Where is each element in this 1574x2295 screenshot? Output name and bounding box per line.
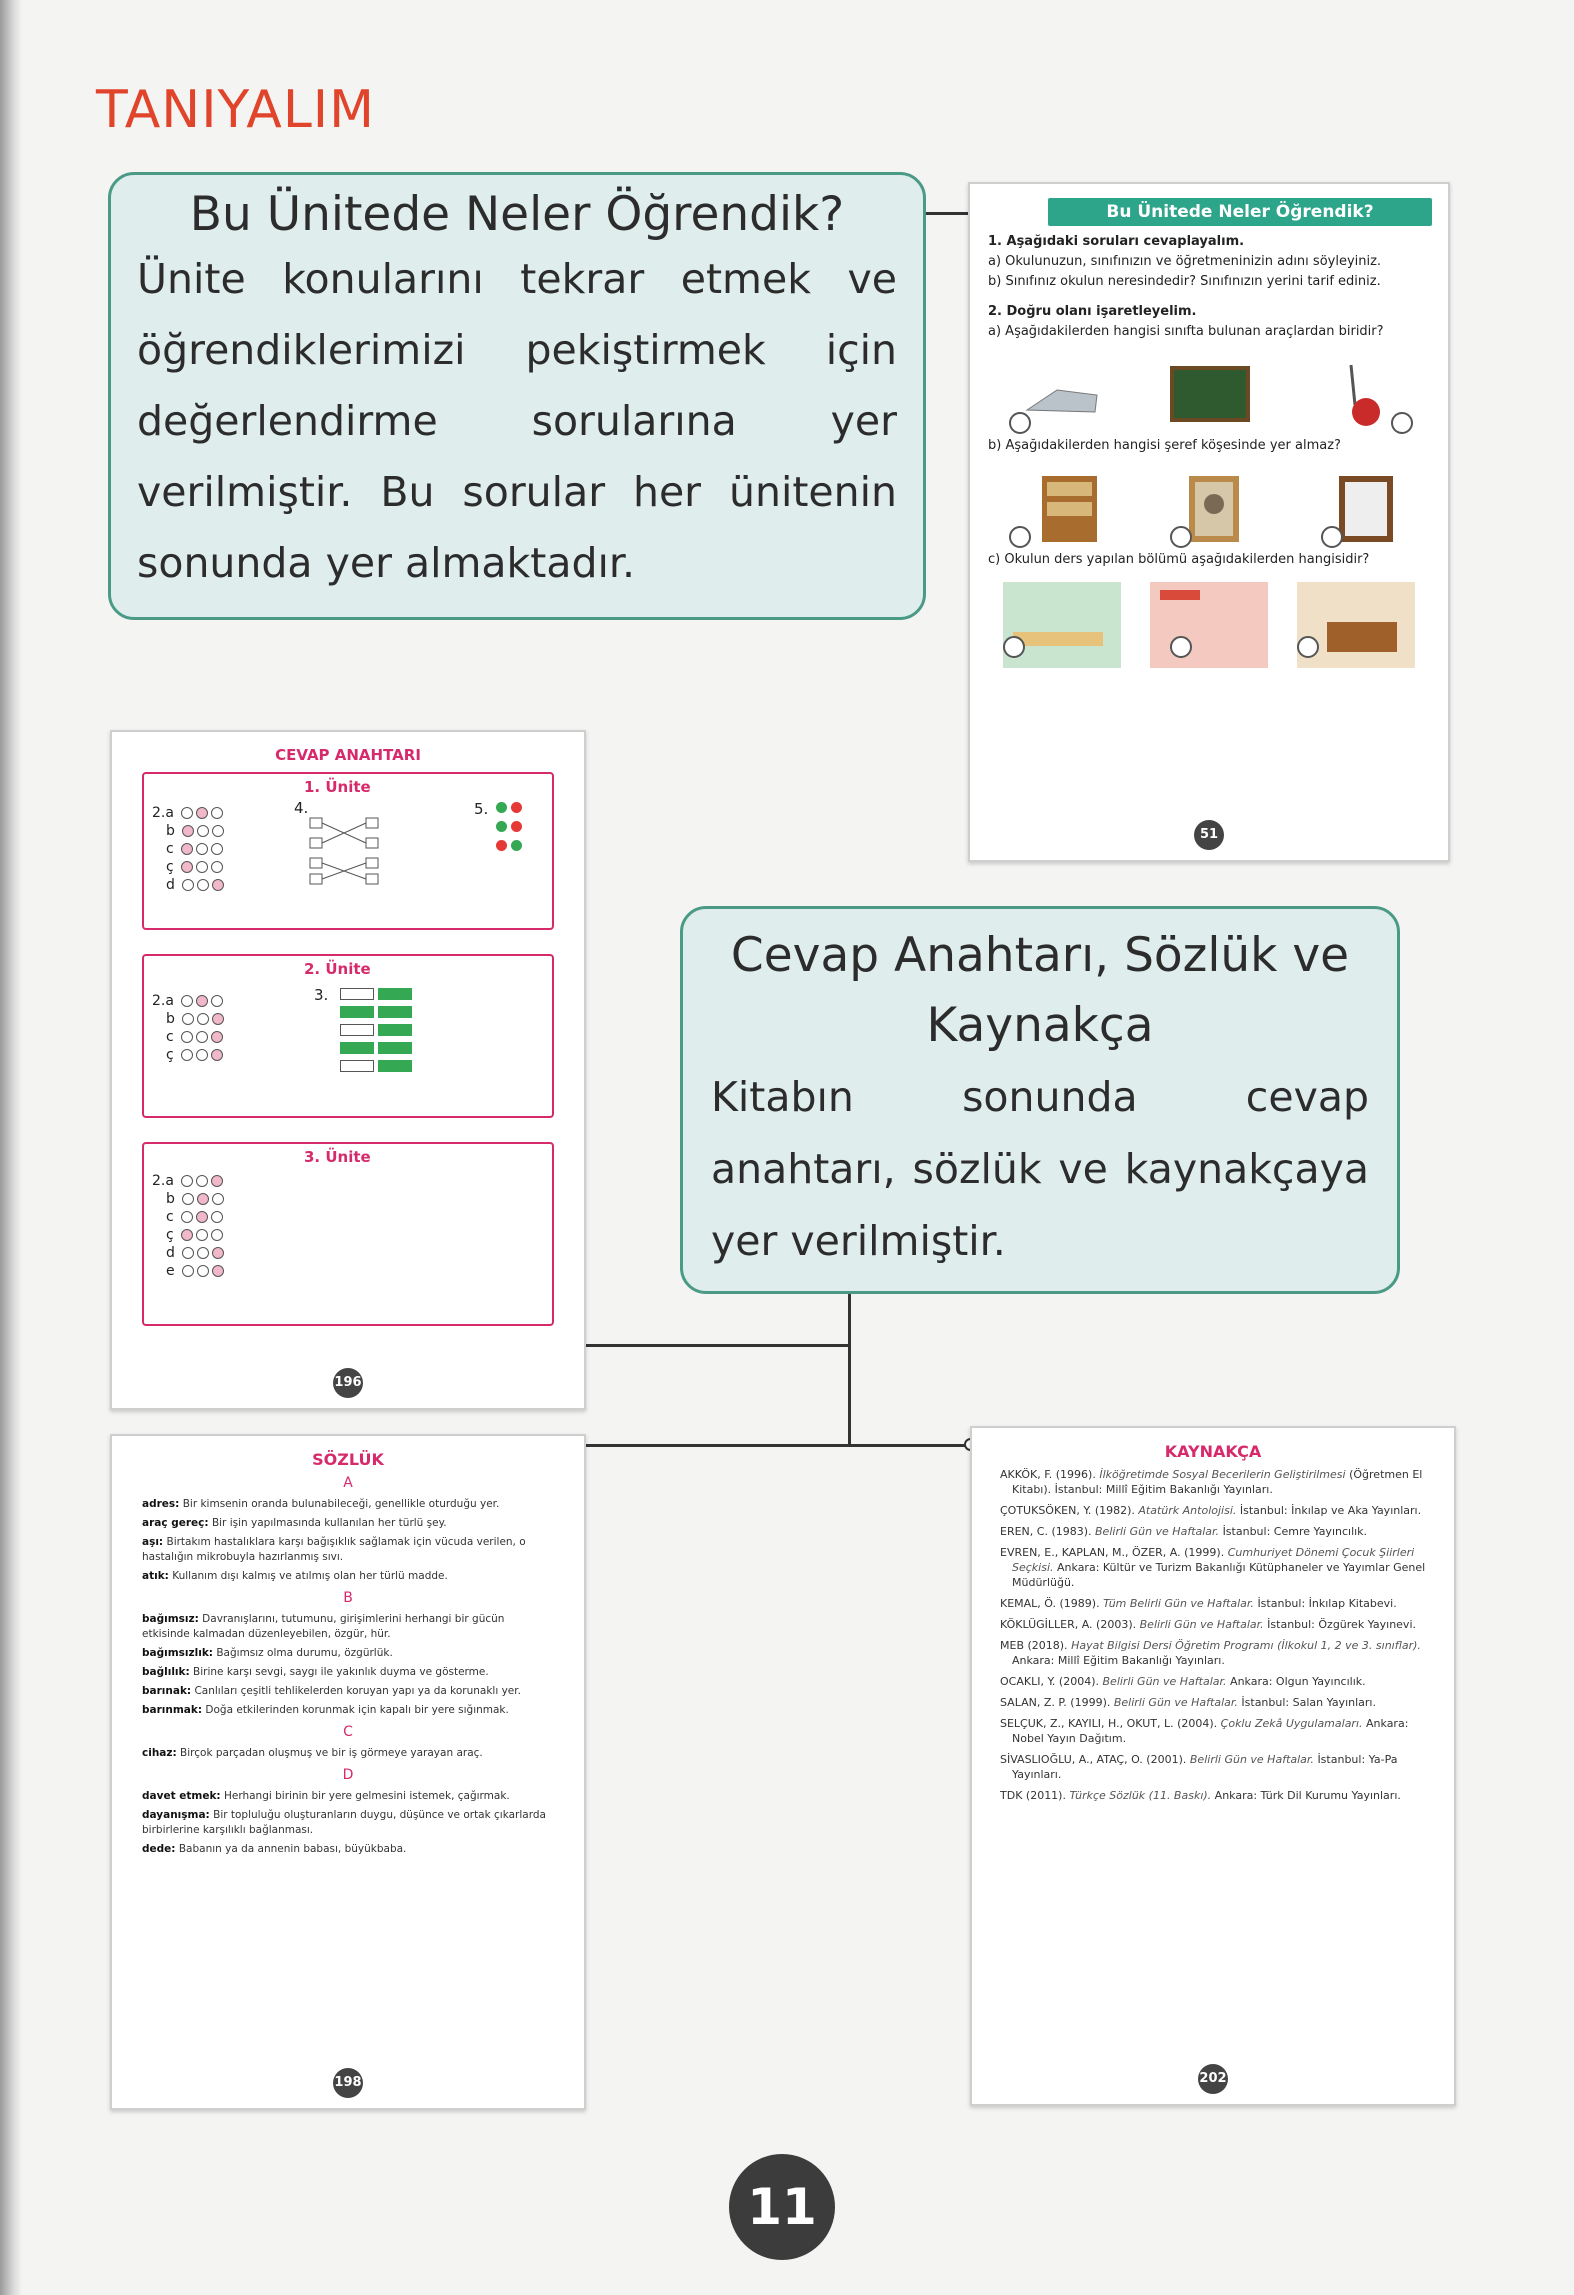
bar-answers xyxy=(314,986,414,1076)
anthem-image xyxy=(1311,474,1401,544)
glossary-entry: bağımsız: Davranışlarını, tutumunu, girişimlerini herhangi bir gücün etkisinde kalmadan düzenleyebilen, özgür, hür. xyxy=(142,1613,505,1640)
glossary-letter: C xyxy=(343,1724,353,1740)
option-circle[interactable] xyxy=(1009,526,1031,548)
glossary-entry: bağımsızlık: Bağımsız olma durumu, özgürlük. xyxy=(142,1647,393,1659)
board-image xyxy=(1164,360,1254,430)
option-circle[interactable] xyxy=(1170,526,1192,548)
quiz-question: 1. Aşağıdaki soruları cevaplayalım. xyxy=(988,234,1245,249)
connector-line xyxy=(848,1294,851,1446)
thumbnail-page-number: 202 xyxy=(1198,2064,1228,2094)
page-number: 11 xyxy=(729,2154,835,2260)
vacuum-image xyxy=(1311,360,1401,430)
bookshelf-image xyxy=(1017,474,1107,544)
bibliography-heading: KAYNAKÇA xyxy=(1164,1442,1262,1461)
question-number: 3. xyxy=(314,986,329,1004)
answer-label: c xyxy=(166,841,174,857)
unit-label: 1. Ünite xyxy=(304,778,371,796)
info-bubble-appendix xyxy=(680,906,1400,1294)
glossary-entry: barınak: Canlıları çeşitli tehlikelerden koruyan yapı ya da korunaklı yer. xyxy=(142,1685,521,1697)
answer-label: b xyxy=(166,1191,175,1207)
quiz-question: 2. Doğru olanı işaretleyelim. xyxy=(988,304,1197,319)
image-options-row xyxy=(988,578,1430,668)
bubble-answers xyxy=(152,1172,224,1280)
thumbnail-page-number: 196 xyxy=(333,1368,363,1398)
glossary-entry: cihaz: Birçok parçadan oluşmuş ve bir iş görmeye yarayan araç. xyxy=(142,1747,483,1759)
reference-entry: TDK (2011). Türkçe Sözlük (11. Baskı). Ankara: Türk Dil Kurumu Yayınları. xyxy=(1000,1789,1401,1802)
classroom-image xyxy=(1003,582,1121,668)
option-circle[interactable] xyxy=(1003,636,1025,658)
connector-line xyxy=(576,1344,850,1347)
answer-label: 2.a xyxy=(152,1173,174,1189)
answer-key-thumbnail xyxy=(110,730,586,1410)
glossary-entry: barınmak: Doğa etkilerinden korunmak için kapalı bir yere sığınmak. xyxy=(142,1704,509,1716)
page-title: TANIYALIM xyxy=(96,80,376,140)
reference-entry: KEMAL, Ö. (1989). Tüm Belirli Gün ve Haftalar. İstanbul: İnkılap Kitabevi. xyxy=(1000,1597,1397,1610)
image-options-row xyxy=(988,464,1430,544)
reference-entry: ÇOTUKSÖKEN, Y. (1982). Atatürk Antolojisi. İstanbul: İnkılap ve Aka Yayınları. xyxy=(1000,1504,1422,1517)
bubble-text: Kitabın sonunda cevap anahtarı, sözlük ve kaynakçaya yer verilmiştir. xyxy=(711,1073,1369,1265)
reference-entry: OCAKLI, Y. (2004). Belirli Gün ve Haftalar. Ankara: Olgun Yayıncılık. xyxy=(1000,1675,1366,1688)
portrait-image xyxy=(1164,474,1254,544)
bubble-answers xyxy=(152,804,224,894)
answer-box-unit3 xyxy=(142,1142,554,1326)
unit-label: 3. Ünite xyxy=(304,1148,371,1166)
option-circle[interactable] xyxy=(1009,412,1031,434)
glossary-entry: davet etmek: Herhangi birinin bir yere gelmesini istemek, çağırmak. xyxy=(142,1790,510,1802)
glossary-letter: A xyxy=(343,1475,353,1491)
glossary-heading: SÖZLÜK xyxy=(312,1450,384,1469)
unit-label: 2. Ünite xyxy=(304,960,371,978)
glossary-entry: araç gereç: Bir işin yapılmasında kullanılan her türlü şey. xyxy=(142,1517,447,1529)
reference-entry: SİVASLIOĞLU, A., ATAÇ, O. (2001). Belirli Gün ve Haftalar. İstanbul: Ya-Pa Yayınları. xyxy=(1000,1753,1398,1781)
glossary-letter: B xyxy=(343,1590,353,1606)
answer-label: ç xyxy=(166,859,174,875)
answer-label: c xyxy=(166,1029,174,1045)
question-number: 4. xyxy=(294,799,309,817)
option-circle[interactable] xyxy=(1321,526,1343,548)
glossary-thumbnail xyxy=(110,1434,586,2110)
connector-line xyxy=(576,1444,970,1447)
canteen-image xyxy=(1150,582,1268,668)
reference-entry: EREN, C. (1983). Belirli Gün ve Haftalar. İstanbul: Cemre Yayıncılık. xyxy=(1000,1525,1368,1538)
quiz-question: c) Okulun ders yapılan bölümü aşağıdakilerden hangisidir? xyxy=(988,552,1370,567)
matching-answers xyxy=(294,800,388,889)
quiz-question: a) Okulunuzun, sınıfınızın ve öğretmeninizin adını söyleyiniz. xyxy=(988,254,1382,269)
glossary-entry: dede: Babanın ya da annenin babası, büyükbaba. xyxy=(142,1843,407,1855)
reference-entry: KÖKLÜGİLLER, A. (2003). Belirli Gün ve Haftalar. İstanbul: Özgürek Yayınevi. xyxy=(1000,1618,1416,1631)
bubble-heading: Bu Ünitede Neler Öğrendik? xyxy=(189,187,845,242)
answer-label: 2.a xyxy=(152,805,174,821)
question-number: 5. xyxy=(474,800,489,818)
answer-label: b xyxy=(166,1011,175,1027)
reference-entry: EVREN, E., KAPLAN, M., ÖZER, A. (1999). Cumhuriyet Dönemi Çocuk Şiirleri Seçkisi. Ankara: Kültür ve Turizm Bakanlığı Kütüphaneler ve Yayımlar Genel Müdürlüğü. xyxy=(1000,1546,1426,1589)
bubble-answers xyxy=(152,992,224,1064)
thumbnail-page-number: 198 xyxy=(333,2068,363,2098)
reference-entry: MEB (2018). Hayat Bilgisi Dersi Öğretim Programı (İlkokul 1, 2 ve 3. sınıflar). Ankara: Millî Eğitim Bakanlığı Yayınları. xyxy=(1000,1639,1421,1667)
info-bubble-units xyxy=(108,172,926,620)
answer-label: b xyxy=(166,823,175,839)
glossary-entry: bağlılık: Birine karşı sevgi, saygı ile yakınlık duyma ve gösterme. xyxy=(142,1666,489,1678)
glossary-entry: aşı: Birtakım hastalıklara karşı bağışıklık sağlamak için vücuda verilen, o hastalığın mikrobuyla hazırlanmış sıvı. xyxy=(142,1536,526,1563)
bubble-heading: Cevap Anahtarı, Sözlük ve Kaynakça xyxy=(730,928,1350,1053)
quiz-question: b) Aşağıdakilerden hangisi şeref köşesinde yer almaz? xyxy=(988,438,1341,453)
glossary-entry: adres: Bir kimsenin oranda bulunabileceği, genellikle oturduğu yer. xyxy=(142,1498,500,1510)
reference-list xyxy=(1000,1467,1426,1803)
answer-label: ç xyxy=(166,1047,174,1063)
quiz-question: a) Aşağıdakilerden hangisi sınıfta bulunan araçlardan biridir? xyxy=(988,324,1384,339)
answer-box-unit1 xyxy=(142,772,554,930)
iron-image xyxy=(1017,360,1107,430)
reference-entry: SALAN, Z. P. (1999). Belirli Gün ve Haftalar. İstanbul: Salan Yayınları. xyxy=(1000,1696,1376,1709)
reference-entry: AKKÖK, F. (1996). İlköğretimde Sosyal Becerilerin Geliştirilmesi (Öğretmen El Kitabı). İstanbul: Millî Eğitim Bakanlığı Yayınları. xyxy=(1000,1468,1423,1496)
answer-label: e xyxy=(166,1263,175,1279)
answer-label: d xyxy=(166,1245,175,1261)
thumbnail-page-number: 51 xyxy=(1194,820,1224,850)
color-answers xyxy=(474,800,524,857)
answer-label: c xyxy=(166,1209,174,1225)
quiz-page-thumbnail xyxy=(968,182,1450,862)
option-circle[interactable] xyxy=(1170,636,1192,658)
bibliography-thumbnail xyxy=(970,1426,1456,2106)
glossary-letter: D xyxy=(342,1767,354,1783)
answer-label: d xyxy=(166,877,175,893)
glossary-entry: atık: Kullanım dışı kalmış ve atılmış olan her türlü madde. xyxy=(142,1570,448,1582)
answer-label: ç xyxy=(166,1227,174,1243)
office-image xyxy=(1297,582,1415,668)
bubble-text: Ünite konularını tekrar etmek ve öğrendiklerimizi pekiştirmek için değerlendirme sorularına yer verilmiştir. Bu sorular her ünitenin sonunda yer almaktadır. xyxy=(137,255,897,587)
option-circle[interactable] xyxy=(1391,412,1413,434)
reference-entry: SELÇUK, Z., KAYILI, H., OKUT, L. (2004). Çoklu Zekâ Uygulamaları. Ankara: Nobel Yayın Dağıtım. xyxy=(1000,1717,1409,1745)
answer-label: 2.a xyxy=(152,993,174,1009)
glossary-entry: dayanışma: Bir topluluğu oluşturanların duygu, düşünce ve ortak çıkarlarda birbirlerine karşılıklı bağlanması. xyxy=(142,1809,546,1836)
page-edge-shadow xyxy=(0,0,22,2295)
answer-box-unit2 xyxy=(142,954,554,1118)
image-options-row xyxy=(988,350,1430,430)
quiz-question: b) Sınıfınız okulun neresindedir? Sınıfınızın yerini tarif ediniz. xyxy=(988,274,1381,289)
quiz-banner: Bu Ünitede Neler Öğrendik? xyxy=(1048,198,1432,226)
answer-key-heading: CEVAP ANAHTARI xyxy=(275,746,421,764)
